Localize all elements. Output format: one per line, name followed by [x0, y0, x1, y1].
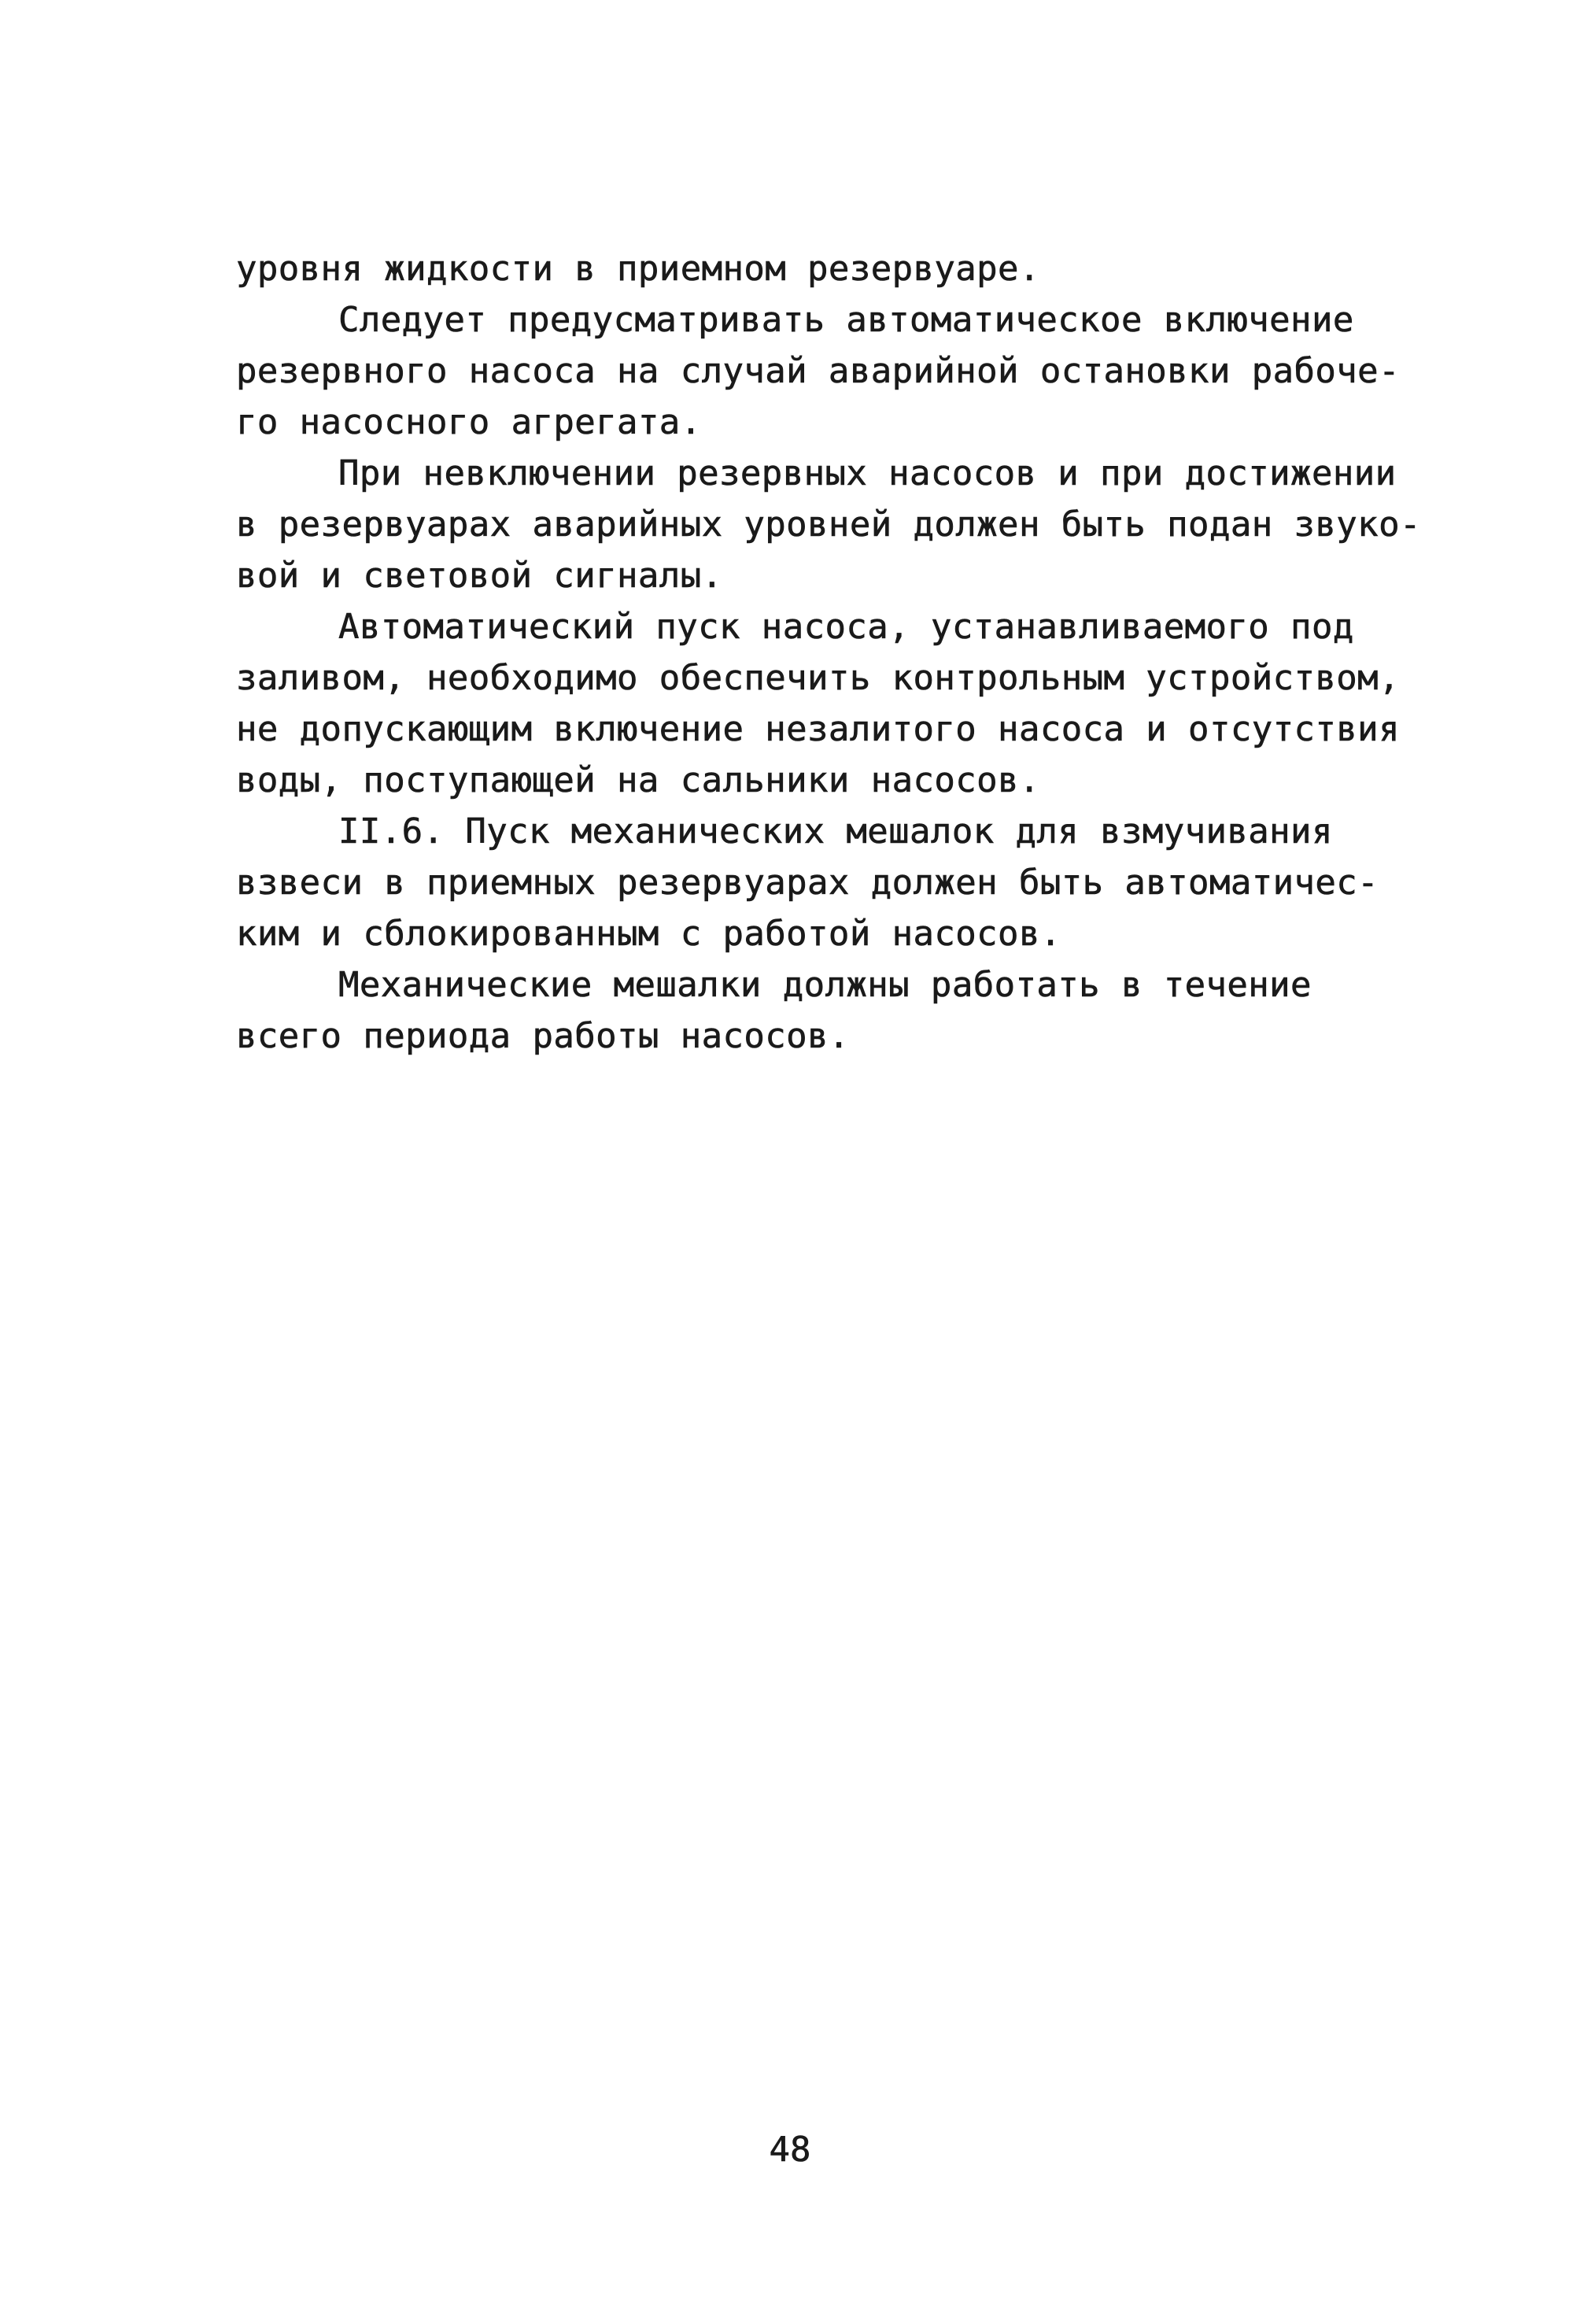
- text-line: резервного насоса на случай аварийной остановки рабоче-: [236, 351, 1400, 391]
- page-number: 48: [769, 2130, 811, 2170]
- text-line: воды, поступающей на сальники насосов.: [236, 760, 1040, 800]
- text-line: ким и сблокированным с работой насосов.: [236, 914, 1061, 954]
- text-line: Автоматический пуск насоса, устанавливаемого под: [338, 607, 1354, 647]
- text-line: в резервуарах аварийных уровней должен быть подан звуко-: [236, 504, 1421, 545]
- text-line: вой и световой сигналы.: [236, 556, 723, 596]
- text-line: заливом, необходимо обеспечить контрольным устройством,: [236, 658, 1400, 698]
- text-line: Следует предусматривать автоматическое включение: [338, 300, 1354, 340]
- text-line: всего периода работы насосов.: [236, 1016, 850, 1056]
- text-line: уровня жидкости в приемном резервуаре.: [236, 249, 1040, 289]
- text-line: II.6. Пуск механических мешалок для взмучивания: [338, 811, 1333, 852]
- text-line: При невключении резервных насосов и при достижении: [338, 453, 1397, 493]
- text-line: го насосного агрегата.: [236, 402, 702, 442]
- text-line: взвеси в приемных резервуарах должен быть автоматичес-: [236, 863, 1379, 903]
- text-line: не допускающим включение незалитого насоса и отсутствия: [236, 709, 1400, 749]
- text-line: Механические мешалки должны работать в течение: [338, 965, 1312, 1005]
